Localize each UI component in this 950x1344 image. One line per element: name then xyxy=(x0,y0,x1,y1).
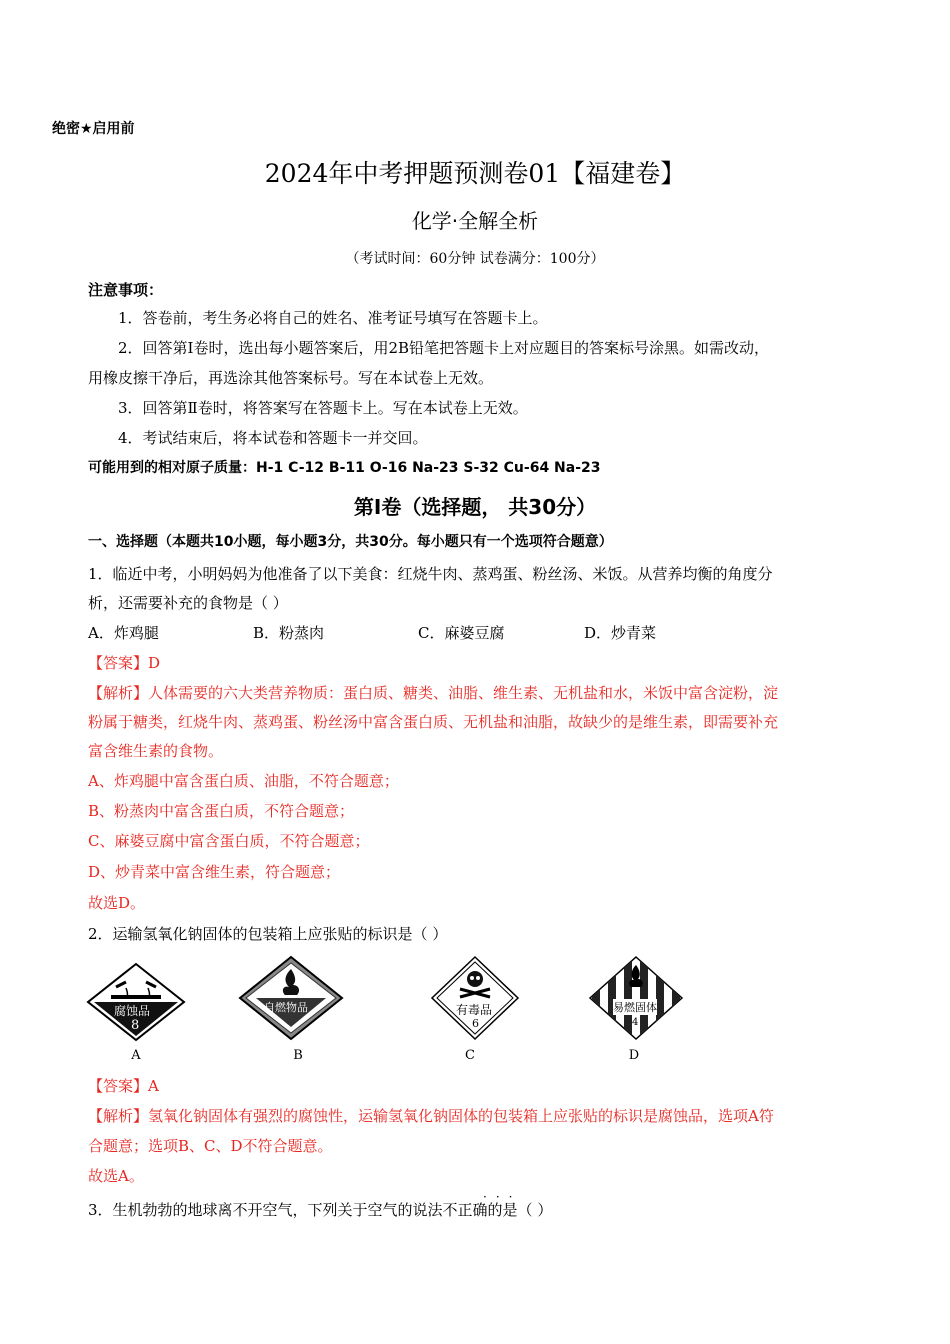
corrosive-sign xyxy=(86,962,186,1042)
q3-stem: 3．生机勃勃的地球离不开空气，下列关于空气的说法不正确的是（ ） xyxy=(88,1201,553,1219)
q1-option-b: B．粉蒸肉 xyxy=(253,624,325,642)
part-heading: 一、选择题（本题共10小题，每小题3分，共30分。每小题只有一个选项符合题意） xyxy=(88,534,613,550)
q2-stem: 2．运输氢氧化钠固体的包装箱上应张贴的标识是（ ） xyxy=(88,925,448,943)
note-item: 4．考试结束后，将本试卷和答题卡一并交回。 xyxy=(118,429,428,447)
q1-option-d: D．炒青菜 xyxy=(584,624,657,642)
sign-number: 8 xyxy=(131,1018,140,1033)
q1-conclusion: 故选D。 xyxy=(88,894,146,912)
sign-text: 有毒品 xyxy=(456,1003,493,1017)
q1-analysis: 粉属于糖类，红烧牛肉、蒸鸡蛋、粉丝汤中富含蛋白质、无机盐和油脂，故缺少的是维生素，即需要补充 xyxy=(88,713,779,731)
emphasis-dots: ··· xyxy=(483,1190,522,1204)
q1-option-a: A．炸鸡腿 xyxy=(88,624,159,642)
page-subtitle: 化学·全解全析 xyxy=(411,209,539,233)
exam-info: （考试时间：60分钟 试卷满分：100分） xyxy=(345,251,605,267)
notes-heading: 注意事项： xyxy=(88,281,164,299)
flammable-solid-sign xyxy=(588,955,684,1041)
q1-analysis: A、炸鸡腿中富含蛋白质、油脂，不符合题意； xyxy=(88,772,399,790)
note-item: 用橡皮擦干净后，再选涂其他答案标号。写在本试卷上无效。 xyxy=(88,369,494,387)
q1-analysis: B、粉蒸肉中富含蛋白质，不符合题意； xyxy=(88,802,355,820)
sign-number: 6 xyxy=(472,1017,479,1030)
sign-text: 自燃物品 xyxy=(264,1001,308,1014)
q1-stem: 1．临近中考，小明妈妈为他准备了以下美食：红烧牛肉、蒸鸡蛋、粉丝汤、米饭。从营养均衡的角度分 xyxy=(88,565,773,583)
sign-letter-d: D xyxy=(628,1048,640,1063)
q2-conclusion: 故选A。 xyxy=(88,1167,144,1185)
q1-option-c: C．麻婆豆腐 xyxy=(418,624,505,642)
q1-analysis: 富含维生素的食物。 xyxy=(88,742,224,760)
sign-letter-a: A xyxy=(131,1048,141,1063)
sign-text: 易燃固体 xyxy=(613,1001,657,1014)
sign-letter-c: C xyxy=(465,1048,475,1063)
note-item: 1．答卷前，考生务必将自己的姓名、准考证号填写在答题卡上。 xyxy=(118,309,548,327)
q1-answer: 【答案】D xyxy=(88,654,161,672)
sign-number: 4 xyxy=(632,1017,639,1028)
note-item: 2．回答第Ⅰ卷时，选出每小题答案后，用2B铅笔把答题卡上对应题目的答案标号涂黑。如需改动， xyxy=(118,339,770,357)
toxic-sign xyxy=(430,955,520,1041)
note-item: 3．回答第Ⅱ卷时，将答案写在答题卡上。写在本试卷上无效。 xyxy=(118,399,528,417)
q2-answer: 【答案】A xyxy=(88,1077,159,1095)
section-title: 第Ⅰ卷（选择题， 共30分） xyxy=(353,495,597,519)
q1-analysis: C、麻婆豆腐中富含蛋白质，不符合题意； xyxy=(88,832,370,850)
q1-stem: 析，还需要补充的食物是（ ） xyxy=(88,594,288,612)
q2-analysis: 【解析】氢氧化钠固体有强烈的腐蚀性，运输氢氧化钠固体的包装箱上应张贴的标识是腐蚀品，选项A符 xyxy=(88,1107,774,1125)
q1-analysis: D、炒青菜中富含维生素，符合题意； xyxy=(88,863,341,881)
sign-letter-b: B xyxy=(293,1048,303,1063)
spontaneous-combustion-sign xyxy=(238,955,344,1041)
q2-analysis: 合题意；选项B、C、D不符合题意。 xyxy=(88,1137,333,1155)
q1-analysis: 【解析】人体需要的六大类营养物质：蛋白质、糖类、油脂、维生素、无机盐和水，米饭中富含淀粉，淀 xyxy=(88,684,779,702)
page-title: 2024年中考押题预测卷01【福建卷】 xyxy=(264,159,686,188)
atomic-masses: 可能用到的相对原子质量：H-1 C-12 B-11 O-16 Na-23 S-32 Cu-64 Na-23 xyxy=(88,460,601,476)
secret-label: 绝密★启用前 xyxy=(52,121,135,137)
sign-text: 腐蚀品 xyxy=(114,1004,151,1018)
